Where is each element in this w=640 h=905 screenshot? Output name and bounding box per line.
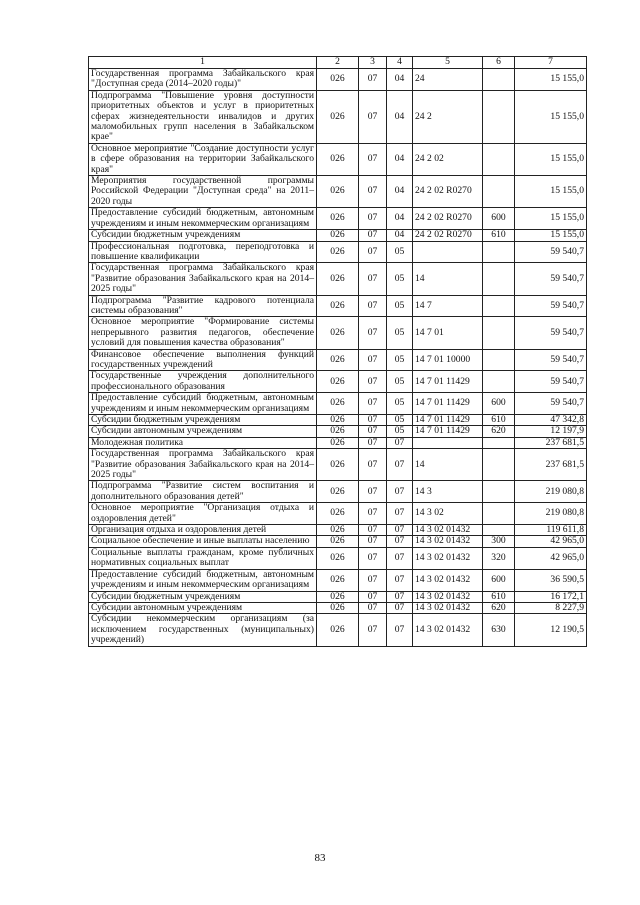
expense-type-cell bbox=[483, 371, 515, 393]
target-article-cell: 14 bbox=[413, 449, 483, 481]
amount-cell: 59 540,7 bbox=[515, 349, 587, 371]
table-row bbox=[89, 241, 587, 263]
subsection-code-cell: 07 bbox=[387, 503, 413, 525]
expense-type-cell: 300 bbox=[483, 536, 515, 547]
section-code-cell: 07 bbox=[359, 371, 387, 393]
subsection-code-cell: 07 bbox=[387, 614, 413, 646]
item-name-cell: Субсидии автономным учреждениям bbox=[89, 602, 317, 613]
amount-cell: 36 590,5 bbox=[515, 569, 587, 591]
item-name-cell: Подпрограмма "Развитие систем воспитания и дополнительного образования детей" bbox=[89, 481, 317, 503]
expense-type-cell: 610 bbox=[483, 230, 515, 241]
section-code-cell: 07 bbox=[359, 449, 387, 481]
item-name-cell: Финансовое обеспечение выполнения функций государственных учреждений bbox=[89, 349, 317, 371]
subsection-code-cell: 07 bbox=[387, 536, 413, 547]
amount-cell: 12 197,9 bbox=[515, 426, 587, 437]
expense-type-cell bbox=[483, 143, 515, 175]
table-row bbox=[89, 481, 587, 503]
admin-code-cell: 026 bbox=[317, 176, 359, 208]
table-row bbox=[89, 449, 587, 481]
expense-type-cell: 320 bbox=[483, 547, 515, 569]
amount-cell: 47 342,8 bbox=[515, 415, 587, 426]
section-code-cell: 07 bbox=[359, 547, 387, 569]
admin-code-cell: 026 bbox=[317, 69, 359, 91]
section-code-cell: 07 bbox=[359, 176, 387, 208]
admin-code-cell: 026 bbox=[317, 426, 359, 437]
table-row bbox=[89, 415, 587, 426]
amount-cell: 8 227,9 bbox=[515, 602, 587, 613]
item-name-cell: Государственная программа Забайкальского края "Развитие образования Забайкальского края на 2014–2025 годы" bbox=[89, 263, 317, 295]
target-article-cell: 14 3 bbox=[413, 481, 483, 503]
section-code-cell: 07 bbox=[359, 569, 387, 591]
amount-cell: 59 540,7 bbox=[515, 263, 587, 295]
admin-code-cell: 026 bbox=[317, 481, 359, 503]
expense-type-cell bbox=[483, 69, 515, 91]
amount-cell: 15 155,0 bbox=[515, 90, 587, 143]
admin-code-cell: 026 bbox=[317, 525, 359, 536]
amount-cell: 42 965,0 bbox=[515, 547, 587, 569]
section-code-cell: 07 bbox=[359, 481, 387, 503]
target-article-cell: 14 7 01 11429 bbox=[413, 371, 483, 393]
page-number: 83 bbox=[314, 852, 326, 864]
target-article-cell: 14 7 01 bbox=[413, 317, 483, 349]
column-header: 4 bbox=[387, 57, 413, 69]
admin-code-cell: 026 bbox=[317, 143, 359, 175]
subsection-code-cell: 05 bbox=[387, 415, 413, 426]
section-code-cell: 07 bbox=[359, 437, 387, 448]
amount-cell: 42 965,0 bbox=[515, 536, 587, 547]
target-article-cell: 24 bbox=[413, 69, 483, 91]
admin-code-cell: 026 bbox=[317, 503, 359, 525]
item-name-cell: Социальные выплаты гражданам, кроме публичных нормативных социальных выплат bbox=[89, 547, 317, 569]
expense-type-cell bbox=[483, 503, 515, 525]
section-code-cell: 07 bbox=[359, 503, 387, 525]
target-article-cell: 14 7 01 11429 bbox=[413, 393, 483, 415]
target-article-cell: 14 3 02 bbox=[413, 503, 483, 525]
expense-type-cell: 600 bbox=[483, 393, 515, 415]
expense-type-cell: 600 bbox=[483, 569, 515, 591]
expense-type-cell bbox=[483, 295, 515, 317]
amount-cell: 59 540,7 bbox=[515, 371, 587, 393]
item-name-cell: Предоставление субсидий бюджетным, автономным учреждениям и иным некоммерческим организациям bbox=[89, 208, 317, 230]
admin-code-cell: 026 bbox=[317, 569, 359, 591]
target-article-cell: 14 7 01 10000 bbox=[413, 349, 483, 371]
item-name-cell: Государственная программа Забайкальского края "Доступная среда (2014–2020 годы)" bbox=[89, 69, 317, 91]
table-row bbox=[89, 69, 587, 91]
expense-type-cell bbox=[483, 263, 515, 295]
target-article-cell: 14 3 02 01432 bbox=[413, 569, 483, 591]
item-name-cell: Молодежная политика bbox=[89, 437, 317, 448]
table-row bbox=[89, 317, 587, 349]
target-article-cell: 14 3 02 01432 bbox=[413, 536, 483, 547]
table-row bbox=[89, 614, 587, 646]
subsection-code-cell: 07 bbox=[387, 547, 413, 569]
table-row bbox=[89, 208, 587, 230]
subsection-code-cell: 05 bbox=[387, 295, 413, 317]
section-code-cell: 07 bbox=[359, 536, 387, 547]
expense-type-cell bbox=[483, 176, 515, 208]
amount-cell: 237 681,5 bbox=[515, 449, 587, 481]
amount-cell: 59 540,7 bbox=[515, 317, 587, 349]
column-header: 7 bbox=[515, 57, 587, 69]
expense-type-cell: 600 bbox=[483, 208, 515, 230]
expense-type-cell bbox=[483, 437, 515, 448]
budget-table bbox=[88, 56, 587, 647]
column-header: 2 bbox=[317, 57, 359, 69]
table-row bbox=[89, 143, 587, 175]
section-code-cell: 07 bbox=[359, 241, 387, 263]
subsection-code-cell: 05 bbox=[387, 263, 413, 295]
table-row bbox=[89, 602, 587, 613]
section-code-cell: 07 bbox=[359, 415, 387, 426]
section-code-cell: 07 bbox=[359, 295, 387, 317]
subsection-code-cell: 07 bbox=[387, 449, 413, 481]
admin-code-cell: 026 bbox=[317, 614, 359, 646]
target-article-cell bbox=[413, 241, 483, 263]
target-article-cell: 14 3 02 01432 bbox=[413, 602, 483, 613]
table-row bbox=[89, 536, 587, 547]
item-name-cell: Подпрограмма "Повышение уровня доступности приоритетных объектов и услуг в приоритетных сферах жизнедеятельности инвалидов и других маломобильных групп населения в Забайкальском крае" bbox=[89, 90, 317, 143]
item-name-cell: Субсидии автономным учреждениям bbox=[89, 426, 317, 437]
item-name-cell: Предоставление субсидий бюджетным, автономным учреждениям и иным некоммерческим организациям bbox=[89, 569, 317, 591]
table-row bbox=[89, 525, 587, 536]
section-code-cell: 07 bbox=[359, 143, 387, 175]
admin-code-cell: 026 bbox=[317, 90, 359, 143]
subsection-code-cell: 07 bbox=[387, 525, 413, 536]
subsection-code-cell: 07 bbox=[387, 437, 413, 448]
section-code-cell: 07 bbox=[359, 426, 387, 437]
expense-type-cell: 630 bbox=[483, 614, 515, 646]
subsection-code-cell: 04 bbox=[387, 90, 413, 143]
column-header: 5 bbox=[413, 57, 483, 69]
item-name-cell: Государственная программа Забайкальского края "Развитие образования Забайкальского края на 2014–2025 годы" bbox=[89, 449, 317, 481]
header-row bbox=[89, 57, 587, 69]
item-name-cell: Организация отдыха и оздоровления детей bbox=[89, 525, 317, 536]
subsection-code-cell: 04 bbox=[387, 230, 413, 241]
item-name-cell: Социальное обеспечение и иные выплаты населению bbox=[89, 536, 317, 547]
amount-cell: 219 080,8 bbox=[515, 503, 587, 525]
amount-cell: 16 172,1 bbox=[515, 591, 587, 602]
expense-type-cell bbox=[483, 349, 515, 371]
target-article-cell: 24 2 02 R0270 bbox=[413, 230, 483, 241]
column-header: 1 bbox=[89, 57, 317, 69]
table-row bbox=[89, 569, 587, 591]
item-name-cell: Субсидии бюджетным учреждениям bbox=[89, 415, 317, 426]
subsection-code-cell: 05 bbox=[387, 349, 413, 371]
subsection-code-cell: 07 bbox=[387, 602, 413, 613]
item-name-cell: Основное мероприятие "Создание доступности услуг в сфере образования на территории Забайкальского края" bbox=[89, 143, 317, 175]
table-row bbox=[89, 547, 587, 569]
table-row bbox=[89, 591, 587, 602]
target-article-cell: 14 3 02 01432 bbox=[413, 614, 483, 646]
table-row bbox=[89, 349, 587, 371]
table-row bbox=[89, 437, 587, 448]
table-row bbox=[89, 295, 587, 317]
amount-cell: 15 155,0 bbox=[515, 143, 587, 175]
amount-cell: 15 155,0 bbox=[515, 230, 587, 241]
expense-type-cell bbox=[483, 449, 515, 481]
admin-code-cell: 026 bbox=[317, 449, 359, 481]
item-name-cell: Мероприятия государственной программы Российской Федерации "Доступная среда" на 2011–2020 годы bbox=[89, 176, 317, 208]
target-article-cell: 24 2 bbox=[413, 90, 483, 143]
admin-code-cell: 026 bbox=[317, 415, 359, 426]
table-body bbox=[89, 69, 587, 647]
table-row bbox=[89, 503, 587, 525]
column-header: 3 bbox=[359, 57, 387, 69]
item-name-cell: Подпрограмма "Развитие кадрового потенциала системы образования" bbox=[89, 295, 317, 317]
admin-code-cell: 026 bbox=[317, 602, 359, 613]
expense-type-cell: 620 bbox=[483, 426, 515, 437]
subsection-code-cell: 04 bbox=[387, 208, 413, 230]
expense-type-cell bbox=[483, 241, 515, 263]
target-article-cell: 14 7 01 11429 bbox=[413, 426, 483, 437]
admin-code-cell: 026 bbox=[317, 437, 359, 448]
target-article-cell bbox=[413, 437, 483, 448]
target-article-cell: 24 2 02 bbox=[413, 143, 483, 175]
section-code-cell: 07 bbox=[359, 317, 387, 349]
admin-code-cell: 026 bbox=[317, 263, 359, 295]
section-code-cell: 07 bbox=[359, 263, 387, 295]
subsection-code-cell: 04 bbox=[387, 176, 413, 208]
admin-code-cell: 026 bbox=[317, 208, 359, 230]
admin-code-cell: 026 bbox=[317, 536, 359, 547]
section-code-cell: 07 bbox=[359, 591, 387, 602]
subsection-code-cell: 05 bbox=[387, 426, 413, 437]
section-code-cell: 07 bbox=[359, 614, 387, 646]
expense-type-cell bbox=[483, 90, 515, 143]
section-code-cell: 07 bbox=[359, 208, 387, 230]
item-name-cell: Профессиональная подготовка, переподготовка и повышение квалификации bbox=[89, 241, 317, 263]
target-article-cell: 24 2 02 R0270 bbox=[413, 176, 483, 208]
amount-cell: 59 540,7 bbox=[515, 393, 587, 415]
amount-cell: 15 155,0 bbox=[515, 176, 587, 208]
section-code-cell: 07 bbox=[359, 525, 387, 536]
item-name-cell: Субсидии бюджетным учреждениям bbox=[89, 230, 317, 241]
admin-code-cell: 026 bbox=[317, 230, 359, 241]
item-name-cell: Государственные учреждения дополнительного профессионального образования bbox=[89, 371, 317, 393]
item-name-cell: Основное мероприятие "Организация отдыха и оздоровления детей" bbox=[89, 503, 317, 525]
subsection-code-cell: 05 bbox=[387, 393, 413, 415]
expense-type-cell: 610 bbox=[483, 415, 515, 426]
amount-cell: 59 540,7 bbox=[515, 241, 587, 263]
amount-cell: 59 540,7 bbox=[515, 295, 587, 317]
admin-code-cell: 026 bbox=[317, 241, 359, 263]
column-header: 6 bbox=[483, 57, 515, 69]
subsection-code-cell: 04 bbox=[387, 143, 413, 175]
admin-code-cell: 026 bbox=[317, 591, 359, 602]
expense-type-cell bbox=[483, 317, 515, 349]
target-article-cell: 14 bbox=[413, 263, 483, 295]
expense-type-cell: 620 bbox=[483, 602, 515, 613]
section-code-cell: 07 bbox=[359, 90, 387, 143]
subsection-code-cell: 07 bbox=[387, 569, 413, 591]
subsection-code-cell: 07 bbox=[387, 591, 413, 602]
section-code-cell: 07 bbox=[359, 230, 387, 241]
table-row bbox=[89, 393, 587, 415]
subsection-code-cell: 05 bbox=[387, 241, 413, 263]
expense-type-cell: 610 bbox=[483, 591, 515, 602]
expense-type-cell bbox=[483, 525, 515, 536]
admin-code-cell: 026 bbox=[317, 371, 359, 393]
table-row bbox=[89, 90, 587, 143]
subsection-code-cell: 04 bbox=[387, 69, 413, 91]
table-row bbox=[89, 230, 587, 241]
target-article-cell: 14 3 02 01432 bbox=[413, 591, 483, 602]
admin-code-cell: 026 bbox=[317, 317, 359, 349]
table-row bbox=[89, 176, 587, 208]
target-article-cell: 14 3 02 01432 bbox=[413, 547, 483, 569]
target-article-cell: 14 3 02 01432 bbox=[413, 525, 483, 536]
admin-code-cell: 026 bbox=[317, 295, 359, 317]
target-article-cell: 14 7 01 11429 bbox=[413, 415, 483, 426]
section-code-cell: 07 bbox=[359, 393, 387, 415]
section-code-cell: 07 bbox=[359, 349, 387, 371]
admin-code-cell: 026 bbox=[317, 393, 359, 415]
amount-cell: 15 155,0 bbox=[515, 69, 587, 91]
admin-code-cell: 026 bbox=[317, 547, 359, 569]
amount-cell: 119 611,8 bbox=[515, 525, 587, 536]
target-article-cell: 14 7 bbox=[413, 295, 483, 317]
amount-cell: 15 155,0 bbox=[515, 208, 587, 230]
target-article-cell: 24 2 02 R0270 bbox=[413, 208, 483, 230]
subsection-code-cell: 07 bbox=[387, 481, 413, 503]
amount-cell: 219 080,8 bbox=[515, 481, 587, 503]
admin-code-cell: 026 bbox=[317, 349, 359, 371]
item-name-cell: Субсидии некоммерческим организациям (за исключением государственных (муниципальных) учреждений) bbox=[89, 614, 317, 646]
table-row bbox=[89, 263, 587, 295]
amount-cell: 12 190,5 bbox=[515, 614, 587, 646]
subsection-code-cell: 05 bbox=[387, 317, 413, 349]
section-code-cell: 07 bbox=[359, 69, 387, 91]
item-name-cell: Субсидии бюджетным учреждениям bbox=[89, 591, 317, 602]
table-row bbox=[89, 371, 587, 393]
expense-type-cell bbox=[483, 481, 515, 503]
item-name-cell: Предоставление субсидий бюджетным, автономным учреждениям и иным некоммерческим организациям bbox=[89, 393, 317, 415]
item-name-cell: Основное мероприятие "Формирование системы непрерывного развития педагогов, обеспечение условий для повышения качества образования" bbox=[89, 317, 317, 349]
section-code-cell: 07 bbox=[359, 602, 387, 613]
amount-cell: 237 681,5 bbox=[515, 437, 587, 448]
subsection-code-cell: 05 bbox=[387, 371, 413, 393]
table-row bbox=[89, 426, 587, 437]
